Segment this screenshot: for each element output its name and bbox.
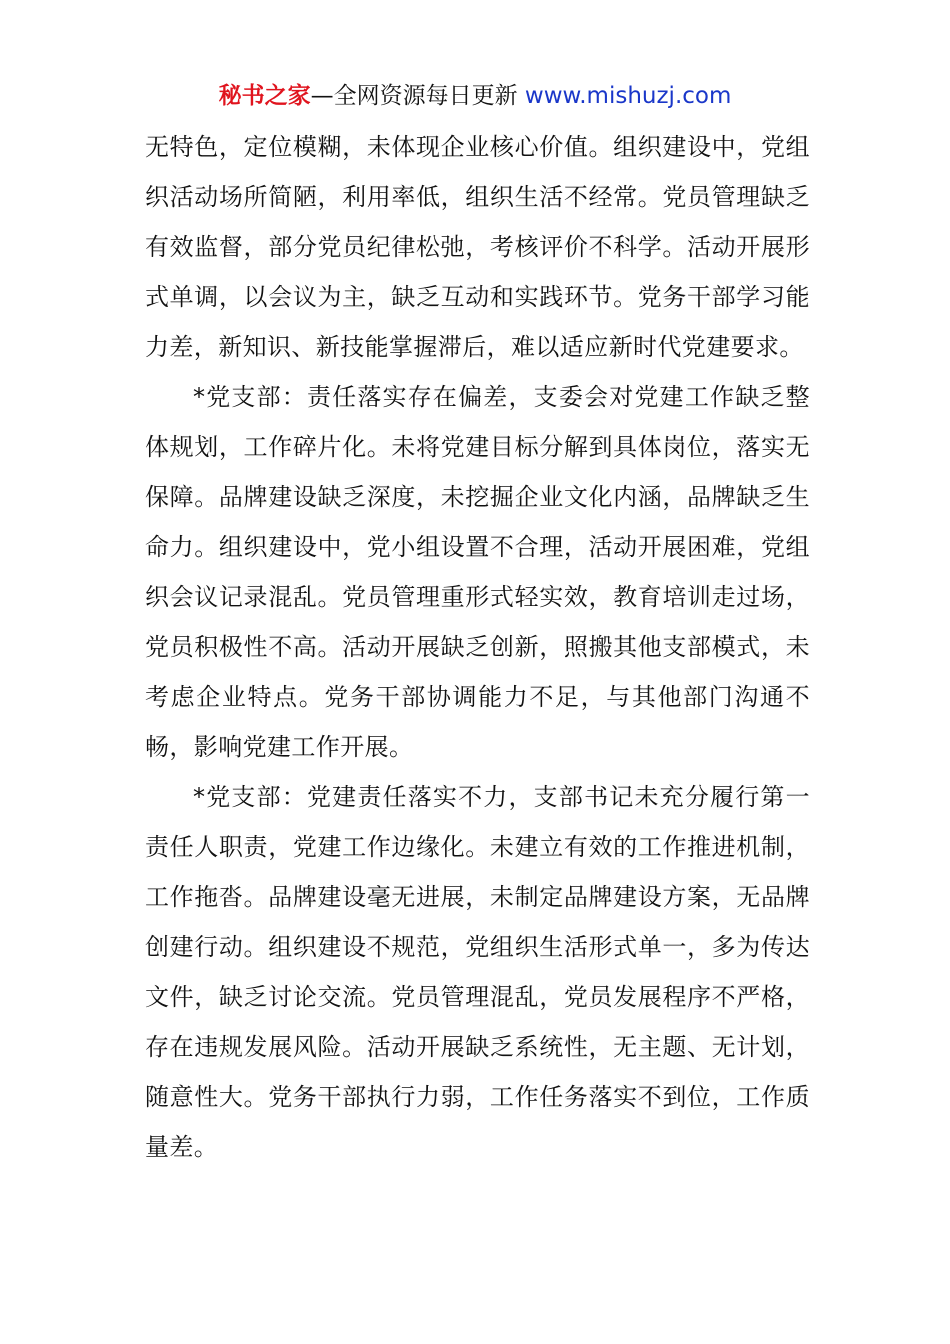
document-body [145, 122, 810, 1172]
site-header [0, 80, 950, 112]
brand-name: 秘书之家 [218, 83, 311, 109]
paragraph-branch-1: *党支部：责任落实存在偏差，支委会对党建工作缺乏整体规划，工作碎片化。未将党建目标分解到具体岗位，落实无保障。品牌建设缺乏深度，未挖掘企业文化内涵，品牌缺乏生命力。组织建设中，党小组设置不合理，活动开展困难，党组织会议记录混乱。党员管理重形式轻实效，教育培训走过场，党员积极性不高。活动开展缺乏创新，照搬其他支部模式，未考虑企业特点。党务干部协调能力不足，与其他部门沟通不畅，影响党建工作开展。 [145, 383, 810, 761]
paragraph-continuation: 无特色，定位模糊，未体现企业核心价值。组织建设中，党组织活动场所简陋，利用率低，组织生活不经常。党员管理缺乏有效监督，部分党员纪律松弛，考核评价不科学。活动开展形式单调，以会议为主，缺乏互动和实践环节。党务干部学习能力差，新知识、新技能掌握滞后，难以适应新时代党建要求。 [145, 133, 810, 361]
site-url-link[interactable]: www.mishuzj.com [524, 83, 732, 109]
paragraph-branch-2: *党支部：党建责任落实不力，支部书记未充分履行第一责任人职责，党建工作边缘化。未建立有效的工作推进机制，工作拖沓。品牌建设毫无进展，未制定品牌建设方案，无品牌创建行动。组织建设不规范，党组织生活形式单一，多为传达文件，缺乏讨论交流。党员管理混乱，党员发展程序不严格，存在违规发展风险。活动开展缺乏系统性，无主题、无计划，随意性大。党务干部执行力弱，工作任务落实不到位，工作质量差。 [145, 783, 810, 1161]
header-tagline: —全网资源每日更新 [310, 83, 518, 109]
